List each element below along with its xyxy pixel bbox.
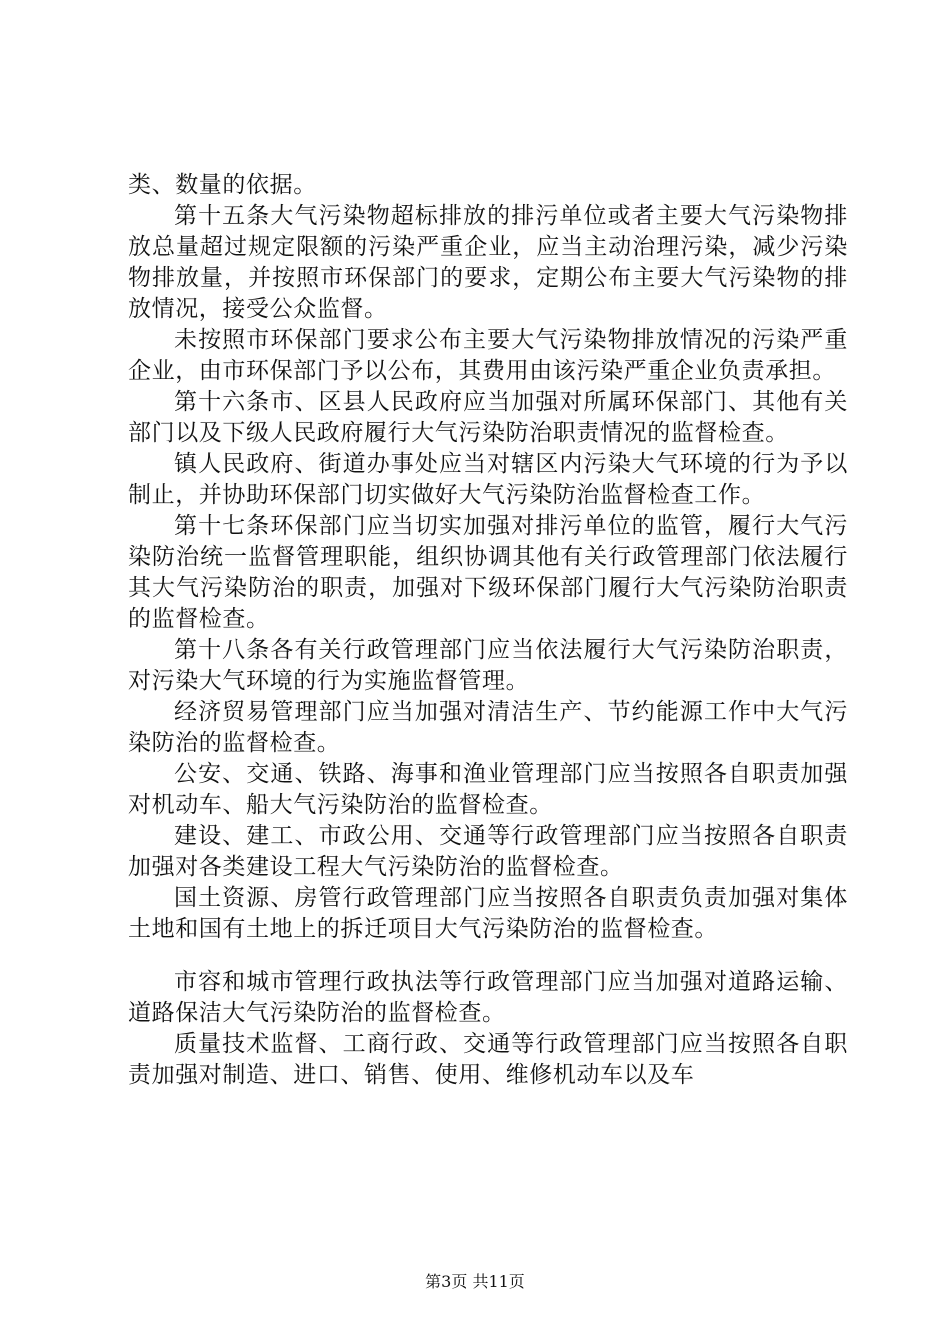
paragraph-quality-supervision: 质量技术监督、工商行政、交通等行政管理部门应当按照各自职责加强对制造、进口、销售、使用、维修机动车以及车 bbox=[128, 1031, 848, 1088]
paragraph-article-16-towns: 镇人民政府、街道办事处应当对辖区内污染大气环境的行为予以制止，并协助环保部门切实做好大气污染防治监督检查工作。 bbox=[128, 451, 848, 508]
paragraph-construction: 建设、建工、市政公用、交通等行政管理部门应当按照各自职责加强对各类建设工程大气污染防治的监督检查。 bbox=[128, 823, 848, 880]
paragraph-public-security-transport: 公安、交通、铁路、海事和渔业管理部门应当按照各自职责加强对机动车、船大气污染防治的监督检查。 bbox=[128, 761, 848, 818]
document-body bbox=[128, 170, 848, 1091]
paragraph-article-18: 第十八条各有关行政管理部门应当依法履行大气污染防治职责，对污染大气环境的行为实施监督管理。 bbox=[128, 637, 848, 694]
page-indicator: 第3页 共11页 bbox=[425, 1272, 525, 1291]
paragraph-article-15-publication: 未按照市环保部门要求公布主要大气污染物排放情况的污染严重企业，由市环保部门予以公布，其费用由该污染严重企业负责承担。 bbox=[128, 327, 848, 384]
paragraph-city-appearance: 市容和城市管理行政执法等行政管理部门应当加强对道路运输、道路保洁大气污染防治的监督检查。 bbox=[128, 969, 848, 1026]
paragraph-continuation: 类、数量的依据。 bbox=[128, 172, 317, 198]
paragraph-economy-trade: 经济贸易管理部门应当加强对清洁生产、节约能源工作中大气污染防治的监督检查。 bbox=[128, 699, 848, 756]
paragraph-land-resources: 国土资源、房管行政管理部门应当按照各自职责负责加强对集体土地和国有土地上的拆迁项目大气污染防治的监督检查。 bbox=[128, 885, 848, 942]
paragraph-article-17: 第十七条环保部门应当切实加强对排污单位的监管，履行大气污染防治统一监督管理职能，组织协调其他有关行政管理部门依法履行其大气污染防治的职责，加强对下级环保部门履行大气污染防治职责的监督检查。 bbox=[128, 513, 848, 632]
paragraph-article-16: 第十六条市、区县人民政府应当加强对所属环保部门、其他有关部门以及下级人民政府履行大气污染防治职责情况的监督检查。 bbox=[128, 389, 848, 446]
paragraph-article-15: 第十五条大气污染物超标排放的排污单位或者主要大气污染物排放总量超过规定限额的污染严重企业，应当主动治理污染，减少污染物排放量，并按照市环保部门的要求，定期公布主要大气污染物的排放情况，接受公众监督。 bbox=[128, 203, 848, 322]
